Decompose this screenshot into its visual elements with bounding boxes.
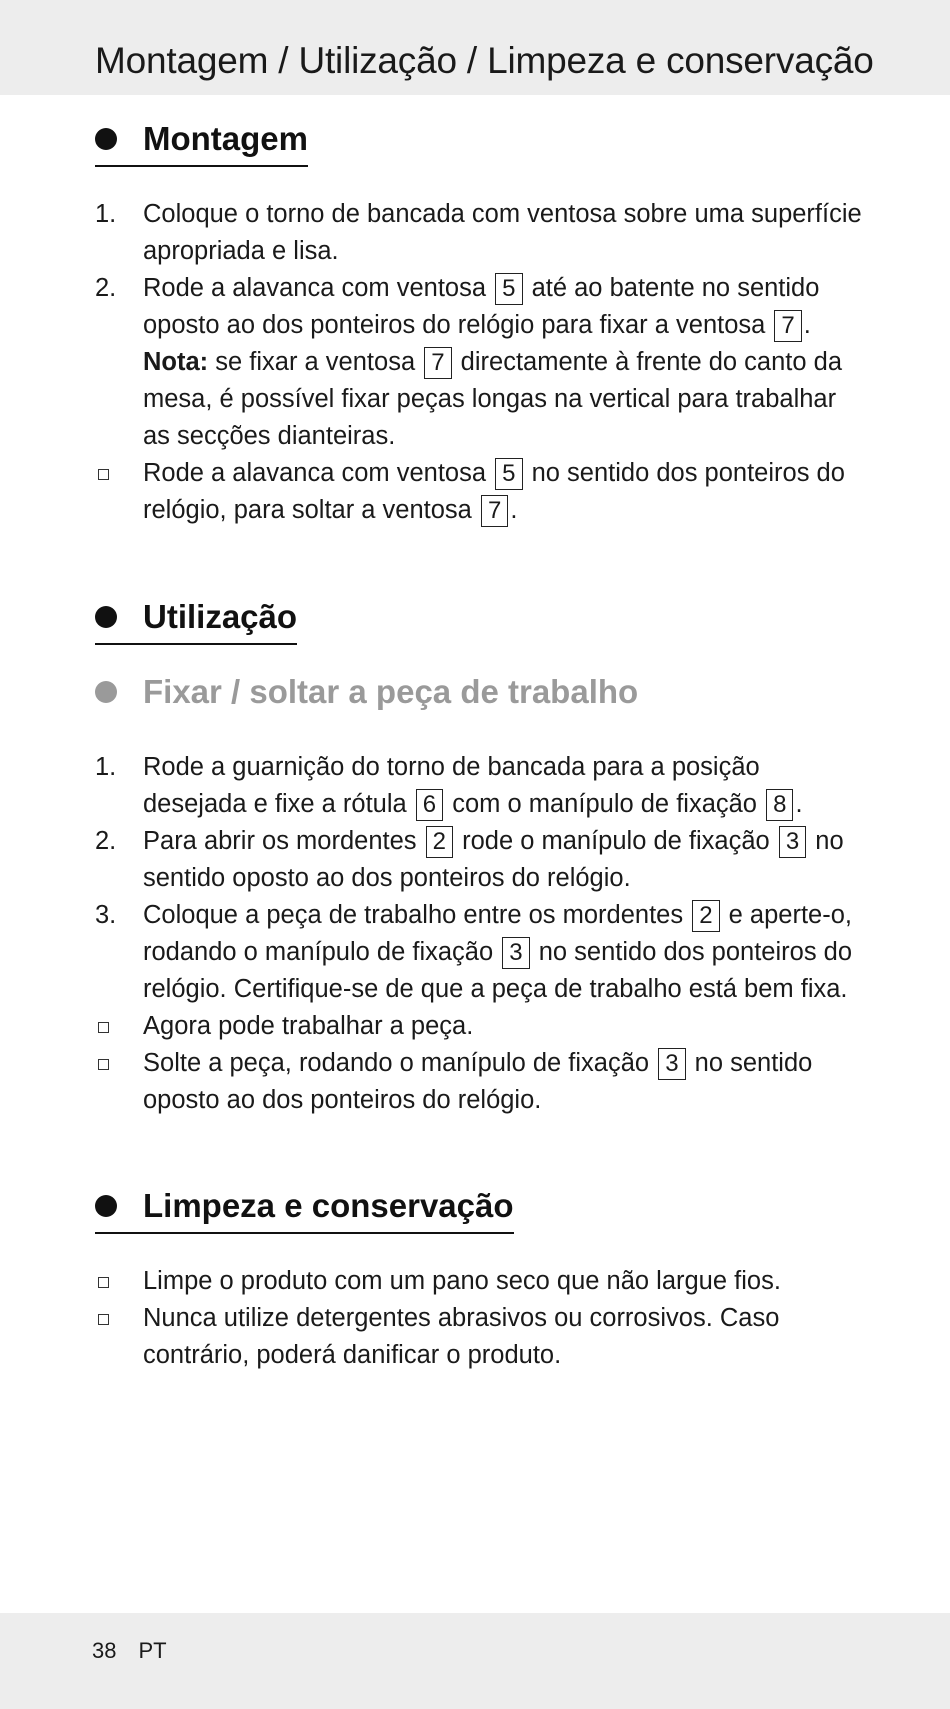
step-text (143, 823, 865, 897)
list-item (95, 196, 865, 270)
section-heading-limpeza (95, 1182, 514, 1234)
part-reference: 3 (658, 1048, 685, 1080)
square-bullet-icon (95, 1263, 143, 1300)
list-item (95, 270, 865, 455)
part-reference: 5 (495, 458, 522, 490)
step-number: 2. (95, 827, 117, 855)
section-title: Utilização (143, 598, 298, 635)
part-reference: 7 (424, 347, 451, 379)
part-reference: 5 (495, 273, 522, 305)
montagem-steps (95, 196, 865, 529)
text-segment: Coloque a peça de trabalho entre os mordentes (143, 901, 684, 929)
bullet-text: Nunca utilize detergentes abrasivos ou corrosivos. Caso contrário, poderá danificar o produto. (143, 1304, 780, 1369)
bullet-dot-icon (95, 681, 117, 703)
square-bullet-icon (95, 1300, 143, 1374)
part-reference: 7 (774, 310, 801, 342)
text-segment: no sentido oposto ao dos ponteiros do relógio. (143, 1049, 813, 1114)
text-segment: Rode a guarnição do torno de bancada para a posição desejada e fixe a rótula (143, 753, 760, 818)
text-segment: . (510, 496, 518, 524)
step-text (143, 749, 865, 823)
square-bullet-icon (95, 1008, 143, 1045)
section-title: Limpeza e conservação (143, 1187, 514, 1224)
list-item (95, 823, 865, 897)
text-segment: no sentido dos ponteiros do relógio, para soltar a ventosa (143, 459, 845, 524)
list-item (95, 455, 865, 529)
bullet-dot-icon (95, 606, 117, 628)
text-segment: Rode a alavanca com ventosa (143, 274, 487, 302)
step-text (143, 897, 865, 1008)
text-segment: se fixar a ventosa (215, 348, 416, 376)
section-title: Montagem (143, 120, 308, 157)
list-item (95, 1263, 865, 1300)
limpeza-list (95, 1263, 865, 1374)
step-text: Coloque o torno de bancada com ventosa sobre uma superfície apropriada e lisa. (143, 200, 862, 265)
language-code: PT (138, 1638, 167, 1663)
list-item (95, 749, 865, 823)
text-segment: no sentido oposto ao dos ponteiros do relógio. (143, 827, 844, 892)
part-reference: 6 (416, 789, 443, 821)
list-item (95, 1045, 865, 1119)
text-segment: no sentido dos ponteiros do relógio. Certifique-se de que a peça de trabalho está bem fixa. (143, 938, 853, 1003)
square-bullet-icon (95, 455, 143, 529)
part-reference: 7 (481, 495, 508, 527)
part-reference: 3 (502, 937, 529, 969)
subsection-title: Fixar / soltar a peça de trabalho (143, 673, 639, 710)
subsection-heading-fixar (95, 668, 638, 716)
step-number: 2. (95, 274, 117, 302)
text-segment: até ao batente no sentido oposto ao dos ponteiros do relógio para fixar a ventosa (143, 274, 820, 339)
bullet-text: Agora pode trabalhar a peça. (143, 1012, 474, 1040)
step-number: 1. (95, 753, 117, 781)
page-footer (92, 1638, 167, 1664)
page-title: Montagem / Utilização / Limpeza e conservação (95, 40, 874, 81)
step-number: 1. (95, 200, 117, 228)
section-heading-utilizacao (95, 593, 297, 645)
text-segment: e aperte-o, rodando o manípulo de fixação (143, 901, 852, 966)
section-heading-montagem (95, 115, 308, 167)
bullet-dot-icon (95, 1195, 117, 1217)
list-item (95, 897, 865, 1008)
text-segment: Rode a alavanca com ventosa (143, 459, 487, 487)
page-number: 38 (92, 1638, 117, 1663)
text-segment: rode o manípulo de fixação (462, 827, 770, 855)
bullet-dot-icon (95, 128, 117, 150)
part-reference: 2 (692, 900, 719, 932)
square-bullet-icon (95, 1045, 143, 1119)
bullet-text: Limpe o produto com um pano seco que não largue fios. (143, 1267, 781, 1295)
text-segment: Solte a peça, rodando o manípulo de fixação (143, 1049, 650, 1077)
part-reference: 2 (426, 826, 453, 858)
text-segment: . (803, 311, 811, 339)
text-segment: com o manípulo de fixação (452, 790, 757, 818)
step-number: 3. (95, 901, 117, 929)
part-reference: 8 (766, 789, 793, 821)
list-item (95, 1008, 865, 1045)
note-label: Nota: (143, 348, 209, 376)
text-segment: Para abrir os mordentes (143, 827, 417, 855)
text-segment: directamente à frente do canto da mesa, é possível fixar peças longas na vertical para trabalhar as secções dianteiras. (143, 348, 843, 450)
list-item (95, 1300, 865, 1374)
fixar-steps (95, 749, 865, 1119)
part-reference: 3 (779, 826, 806, 858)
bullet-text (143, 455, 865, 529)
step-text (143, 270, 865, 455)
text-segment: . (795, 790, 803, 818)
bullet-text (143, 1045, 865, 1119)
